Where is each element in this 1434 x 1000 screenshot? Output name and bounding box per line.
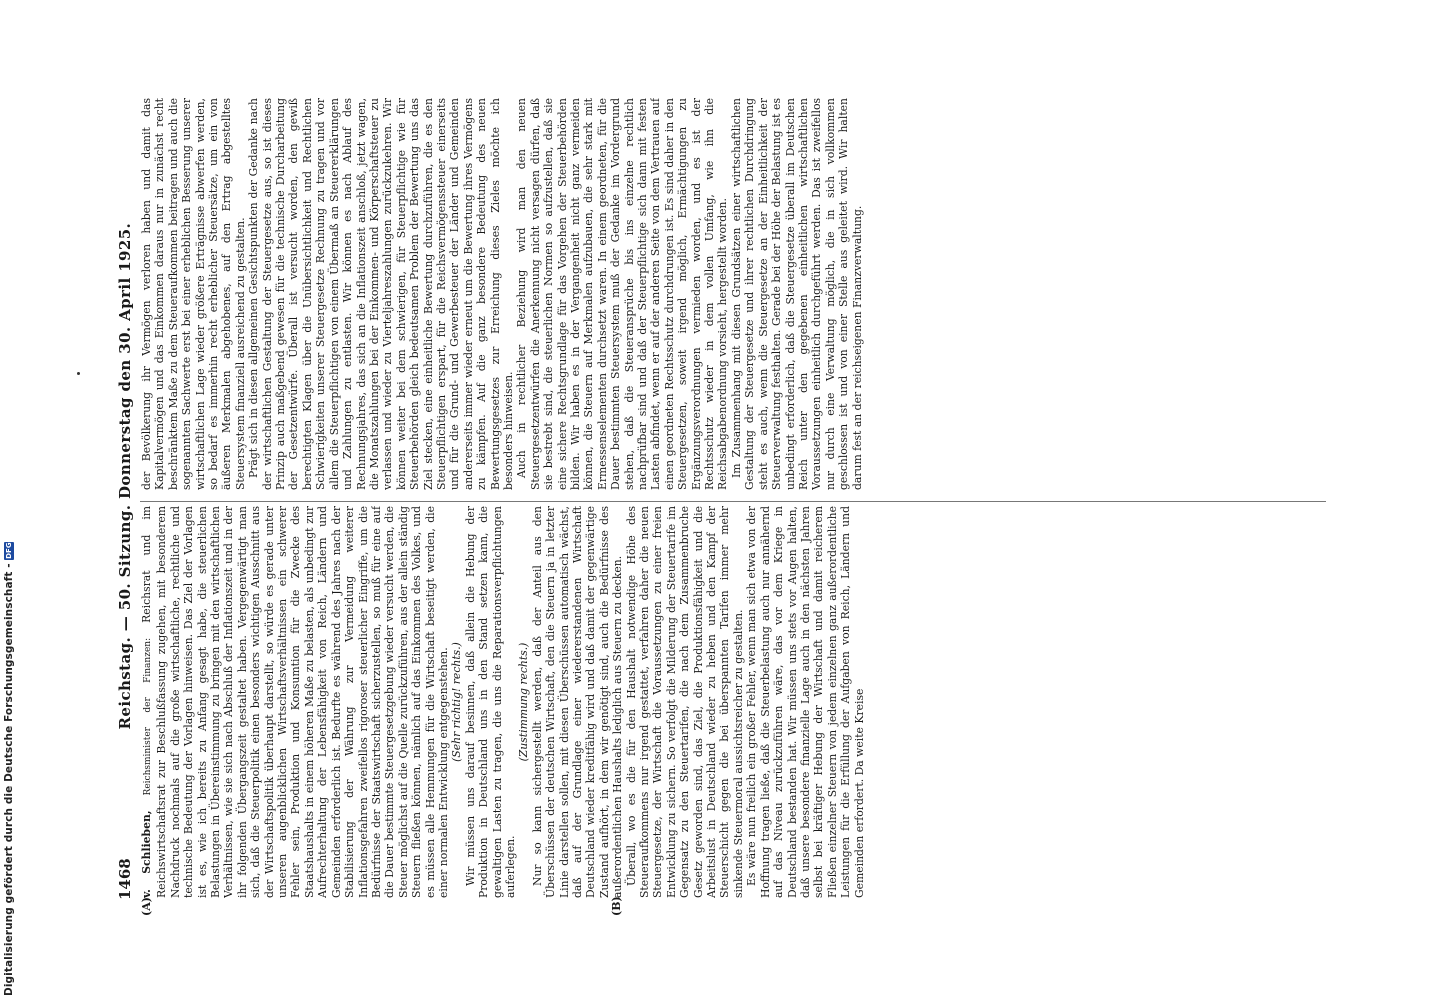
interjection: (Sehr richtig! rechts.)	[450, 642, 464, 762]
paragraph: Wir müssen uns darauf besinnen, daß allein die Hebung der Produktion in Deutschland uns in den Stand setzen kann, die gewaltigen Lasten zu tragen, die uns die Reparationsverpflichtungen auferlegen.	[463, 506, 517, 898]
page-number: 1468	[116, 858, 134, 900]
paragraph	[140, 506, 450, 898]
page-title: Reichstag. — 50. Sitzung. Donnerstag den 30. April 1925.	[116, 222, 134, 730]
speaker-role: Reichsminister der Finanzen:	[143, 637, 153, 796]
rotated-page-content	[112, 82, 1338, 918]
column-divider	[140, 501, 1326, 502]
speaker-name: v. Schlieben,	[140, 810, 153, 898]
paragraph: Im Zusammenhang mit diesen Grundsätzen einer wirtschaftlichen Gestaltung der Steuergesetze und ihrer rechtlichen Durchdringung steht es auch, wenn die Steuergesetze an der Einheitlichkeit der Steuerverwaltung festhalten. Gerade bei der Höhe der Belastung ist es unbedingt erforderlich, daß die Steuergesetze überall im Deutschen Reich unter den gegebenen einheitlichen wirtschaftlichen Voraussetzungen einheitlich durchgeführt werden. Das ist zweifellos nur durch eine Verwaltung möglich, die in sich vollkommen geschlossen ist und von einer Stelle aus geleitet wird. Wir halten darum fest an der reichseigenen Finanzverwaltung.	[729, 98, 864, 490]
dfg-logo-icon: DFG	[5, 542, 13, 559]
margin-marker-b: (B)	[610, 896, 623, 916]
paragraph: Auch in rechtlicher Beziehung wird man den neuen Steuergesetzentwürfen die Anerkennung nicht versagen dürfen, daß sie bestrebt sind, die steuerlichen Normen so aufzustellen, daß sie eine sichere Rechtsgrundlage für das Vorgehen der Steuerbehörden bilden. Wir haben es in der Vergangenheit nicht ganz vermeiden können, die Steuern auf Merkmalen aufzubauen, die sehr stark mit Ermessenselementen durchsetzt waren. In einem geordneten, für die Dauer bestimmten Steuersystem muß der Gedanke im Vordergrund stehen, daß die Steueransprüche bis ins einzelne rechtlich nachprüfbar sind und daß der Steuerpflichtige sich dann mit festen Lasten abfindet, wenn er auf der anderen Seite von dem Vertrauen auf einen geordneten Rechtsschutz durchdrungen ist. Es sind daher in den Steuergesetzen, soweit irgend möglich, Ermächtigungen zu Ergänzungsverordnungen vermieden worden, und es ist der Rechtsschutz wieder in dem vollen Umfang, wie ihn die Reichsabgabenordnung vorsieht, hergestellt worden.	[515, 98, 730, 490]
digitization-credit	[3, 538, 15, 996]
digitization-sidebar	[0, 0, 22, 1000]
paragraph: Es wäre nun freilich ein großer Fehler, wenn man sich etwa von der Hoffnung tragen ließe, daß die Steuerbelastung auch nur annähernd auf das Niveau zurückzuführen wäre, das vor dem Kriege in Deutschland bestanden hat. Wir müssen uns stets vor Augen halten, daß unsere besondere finanzielle Lage auch in den nächsten Jahren selbst bei kräftiger Hebung der Wirtschaft und damit reicherem Fließen einzelner Steuern von jedem einzelnen ganz außerordentliche Leistungen für die Erfüllung der Aufgaben von Reich, Ländern und Gemeinden erfordert. Da weite Kreise	[745, 506, 866, 898]
right-text-column	[140, 98, 1330, 490]
scan-speck	[77, 372, 80, 375]
paragraph: der Bevölkerung ihr Vermögen verloren haben und damit das Kapitalvermögen und das Einkommen daraus nur in zunächst recht beschränktem Maße zu dem Steueraufkommen beitragen und auch die sogenannten Sachwerte erst bei einer erheblichen Besserung unserer wirtschaftlichen Lage wieder größere Erträgnisse abwerfen werden, so bedarf es immerhin recht erheblicher Steuersätze, um ein von äußeren Merkmalen abgehobenes, auf den Ertrag abgestelltes Steuersystem finanziell ausreichend zu gestalten.	[140, 98, 247, 490]
page-header	[114, 94, 136, 900]
scanned-page	[112, 82, 1338, 918]
margin-marker-a: (A)	[140, 897, 153, 916]
interjection: (Zustimmung rechts.)	[517, 642, 531, 762]
paragraph: Prägt sich in diesen allgemeinen Gesichtspunkten der Gedanke nach der wirtschaftlichen Gestaltung der Steuergesetze aus, so ist dieses Prinzip auch maßgebend gewesen für die technische Durcharbeitung der Gesetzentwürfe. Überall ist versucht worden, den gewiß berechtigten Klagen über die Unübersichtlichkeit und Rechtlichen Schwierigkeiten unserer Steuergesetze Rechnung zu tragen und vor allem die Steuerpflichtigen von einem Übermaß an Steuererklärungen und Zahlungen zu entlasten. Wir können es nach Ablauf des Rechnungsjahres, das sich an die Inflationszeit anschloß, jetzt wagen, die Monatszahlungen bei der Einkommen- und Körperschaftsteuer zu verlassen und wieder zu Vierteljahreszahlungen zurückzukehren. Wir können weiter bei dem schwierigen, für Steuerpflichtige wie für Steuerbehörden gleich bedeutsamen Problem der Bewertung uns das Ziel stecken, eine einheitliche Bewertung durchzuführen, die es den Steuerpflichtigen erspart, für die Reichsvermögenssteuer einerseits und für die Grund- und Gewerbesteuer der Länder und Gemeinden andererseits immer wieder erneut um die Bewertung ihres Vermögens zu kämpfen. Auf die ganz besondere Bedeutung des neuen Bewertungsgesetzes zur Erreichung dieses Zieles möchte ich besonders hinweisen.	[247, 98, 515, 490]
paragraph: Nur so kann sichergestellt werden, daß der Anteil aus den Überschüssen der deutschen Wirtschaft, den die Steuern ja in letzter Linie darstellen sollen, mit diesen Überschüssen automatisch wächst, daß auf der Grundlage einer wiedererstandenen Wirtschaft Deutschland wieder kreditfähig wird und daß damit der gegenwärtige Zustand aufhört, in dem wir genötigt sind, auch die Bedürfnisse des außerordentlichen Haushalts lediglich aus Steuern zu decken.	[530, 506, 625, 898]
credit-text: Digitalisierung gefördert durch die Deutsche Forschungsgemeinschaft -	[3, 563, 15, 996]
left-text-column	[140, 506, 1330, 898]
paragraph-text: Reichsrat und im Reichswirtschaftsrat zur Beschlußfassung zugehen, mit besonderem Nachdruck nochmals auf die große wirtschaftliche, rechtliche und technische Bedeutung der Vorlagen hinweisen. Das Ziel der Vorlagen ist es, wie ich bereits zu Anfang gesagt habe, die steuerlichen Belastungen in Übereinstimmung zu bringen mit den wirtschaftlichen Verhältnissen, wie sie sich nach Abschluß der Inflationszeit und in der ihr folgenden Übergangszeit gestaltet haben. Vergegenwärtigt man sich, daß die Steuerpolitik einen besonders wichtigen Ausschnitt aus der Wirtschaftspolitik überhaupt darstellt, so würde es gerade unter unseren augenblicklichen Wirtschaftsverhältnissen ein schwerer Fehler sein, Produktion und Konsumtion für die Zwecke des Staatshaushalts in einem höheren Maße zu belasten, als unbedingt zur Aufrechterhaltung der Lebensfähigkeit von Reich, Ländern und Gemeinden erforderlich ist. Bedurfte es während des Jahres nach der Stabilisierung der Währung zur Vermeidung weiterer Inflationsgefahren zweifellos rigoroser steuerlicher Eingriffe, um die Bedürfnisse der Staatswirtschaft sicherzustellen, so muß für eine auf die Dauer bestimmte Steuergesetzgebung wieder versucht werden, die Steuer möglichst auf die Quelle zurückzuführen, aus der allein ständig Steuern fließen können, nämlich auf das Einkommen des Volkes, und es müssen alle Hemmungen für die Wirtschaft beseitigt werden, die einer normalen Entwicklung entgegenstehen.	[140, 506, 450, 898]
paragraph: Überall, wo es die für den Haushalt notwendige Höhe des Steueraufkommens nur irgend gestattet, verfahren daher die neuen Steuergesetze, der Wirtschaft die Voraussetzungen zu einer freien Entwicklung zu sichern. So verfolgt die Milderung der Steuertarife im Gegensatz zu den Steuertarifen, die nach dem Zusammenbruche Gesetz geworden sind, das Ziel, die Produktionsfähigkeit und die Arbeitslust in Deutschland wieder zu heben und den Kampf der Steuerschicht gegen die bei überspannten Tarifen immer mehr sinkende Steuermoral aussichtsreicher zu gestalten.	[624, 506, 745, 898]
